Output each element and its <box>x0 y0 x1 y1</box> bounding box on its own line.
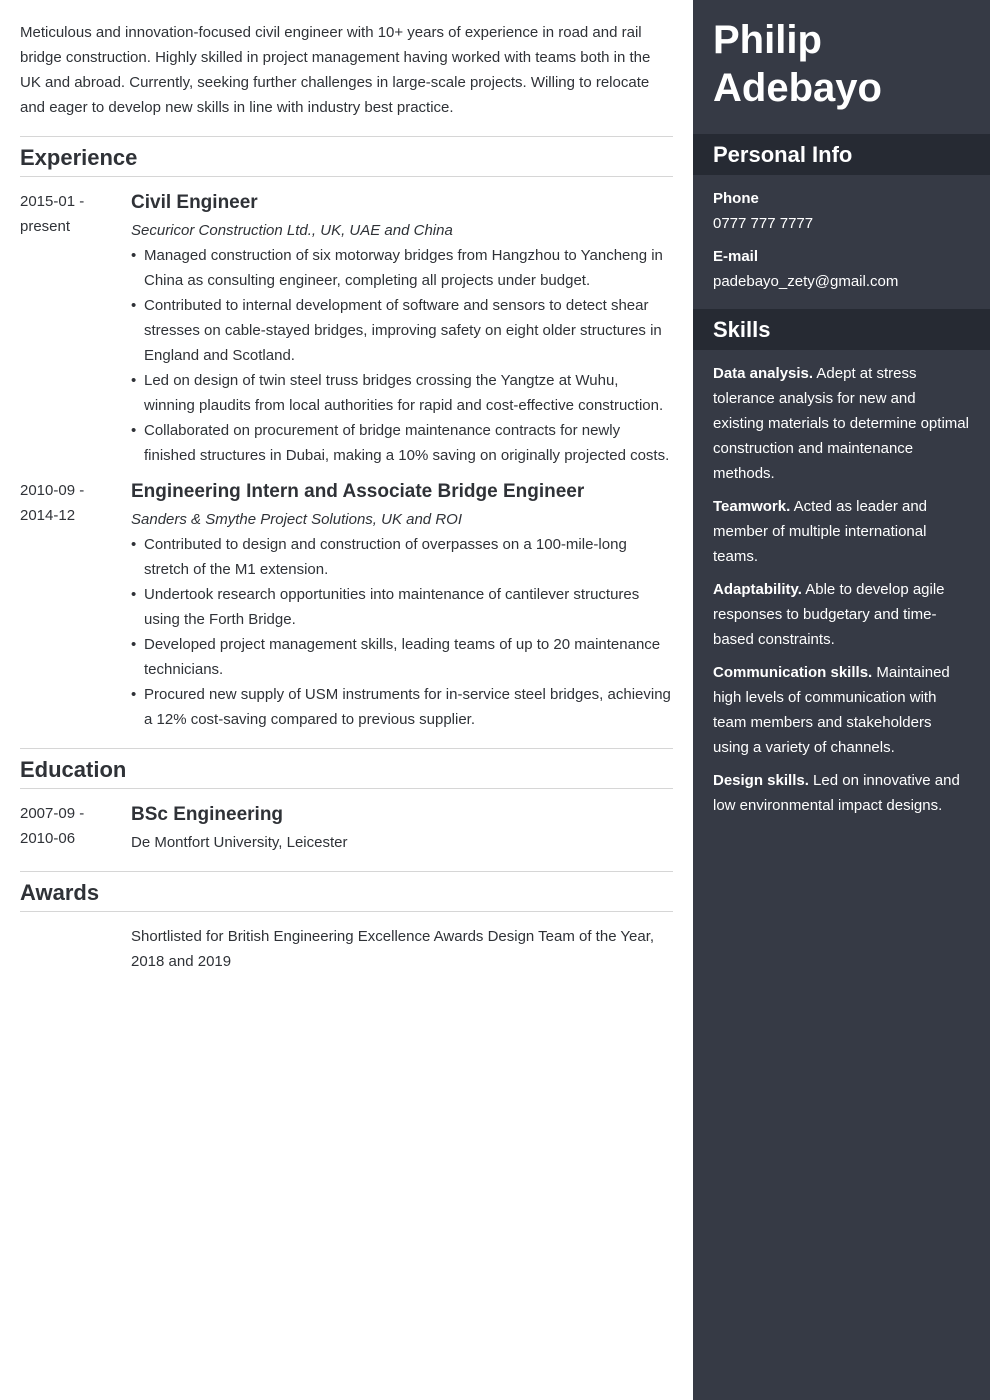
degree-title: BSc Engineering <box>131 804 284 825</box>
job-bullets <box>131 532 673 732</box>
job-title: Engineering Intern and Associate Bridge Engineer <box>131 481 585 502</box>
date-end: present <box>20 218 71 235</box>
skill-item <box>713 768 970 818</box>
education-heading: Education <box>20 748 673 789</box>
education-date <box>20 801 131 855</box>
summary: Meticulous and innovation-focused civil engineer with 10+ years of experience in road and rail bridge construction. Highly skilled in project management having worked with teams both in the UK and abroad. Currently, seeking further challenges in large-scale projects. Willing to relocate and eager to develop new skills in line with industry best practice. <box>20 24 651 116</box>
bullet-item: • Contributed to design and construction of overpasses on a 100-mile-long stretch of the M1 extension. <box>131 532 673 582</box>
award-body <box>131 924 673 974</box>
date-end: 2014-12 <box>20 507 76 524</box>
phone-value: 0777 777 7777 <box>713 215 814 232</box>
skill-item <box>713 577 970 652</box>
personal-info-heading: Personal Info <box>693 134 990 175</box>
bullet-item: • Led on design of twin steel truss bridges crossing the Yangtze at Wuhu, winning plaudits from local authorities for rapid and cost-effective construction. <box>131 368 673 418</box>
award-entry <box>20 924 673 974</box>
skill-text: Adept at stress tolerance analysis for new and existing materials to determine optimal construction and maintenance methods. <box>713 365 969 482</box>
experience-body <box>131 189 673 468</box>
date-start: 2010-09 - <box>20 482 85 499</box>
skill-name: Adaptability. <box>713 581 802 598</box>
phone-label: Phone <box>713 190 759 207</box>
skills-list <box>693 350 990 841</box>
skill-name: Teamwork. <box>713 498 791 515</box>
candidate-name <box>693 0 990 134</box>
first-name: Philip <box>713 18 822 62</box>
experience-date <box>20 478 131 732</box>
award-text: Shortlisted for British Engineering Excellence Awards Design Team of the Year, 2018 and 2019 <box>131 928 655 970</box>
personal-info <box>693 175 990 309</box>
experience-heading: Experience <box>20 136 673 177</box>
experience-body <box>131 478 673 732</box>
job-company: Securicor Construction Ltd., UK, UAE and China <box>131 222 453 239</box>
skill-text: Able to develop agile responses to budgetary and time-based constraints. <box>713 581 945 648</box>
email-value: padebayo_zety@gmail.com <box>713 273 899 290</box>
skill-text: Maintained high levels of communication with team members and stakeholders using a variety of channels. <box>713 664 950 756</box>
skill-item <box>713 361 970 486</box>
experience-date <box>20 189 131 468</box>
date-start: 2015-01 - <box>20 193 85 210</box>
bullet-item: • Managed construction of six motorway bridges from Hangzhou to Yancheng in China as consulting engineer, completing all projects under budget. <box>131 243 673 293</box>
skill-text: Acted as leader and member of multiple international teams. <box>713 498 928 565</box>
bullet-item: • Developed project management skills, leading teams of up to 20 maintenance technicians. <box>131 632 673 682</box>
date-end: 2010-06 <box>20 830 76 847</box>
school-name: De Montfort University, Leicester <box>131 834 348 851</box>
job-bullets <box>131 243 673 468</box>
skill-item <box>713 494 970 569</box>
education-body <box>131 801 673 855</box>
bullet-item: • Undertook research opportunities into maintenance of cantilever structures using the Forth Bridge. <box>131 582 673 632</box>
skill-item <box>713 660 970 760</box>
awards-heading: Awards <box>20 871 673 912</box>
email-label: E-mail <box>713 248 759 265</box>
experience-entry <box>20 189 673 468</box>
sidebar <box>693 0 990 1400</box>
date-start: 2007-09 - <box>20 805 85 822</box>
skill-name: Design skills. <box>713 772 809 789</box>
award-date <box>20 924 131 974</box>
bullet-item: • Procured new supply of USM instruments for in-service steel bridges, achieving a 12% cost-saving compared to previous supplier. <box>131 682 673 732</box>
job-title: Civil Engineer <box>131 192 258 213</box>
education-entry <box>20 801 673 855</box>
bullet-item: • Contributed to internal development of software and sensors to detect shear stresses on cable-stayed bridges, improving safety on eight older structures in England and Scotland. <box>131 293 673 368</box>
skill-name: Communication skills. <box>713 664 873 681</box>
job-company: Sanders & Smythe Project Solutions, UK and ROI <box>131 511 462 528</box>
skill-name: Data analysis. <box>713 365 814 382</box>
last-name: Adebayo <box>713 66 882 110</box>
skill-text: Led on innovative and low environmental impact designs. <box>713 772 960 814</box>
skills-heading: Skills <box>693 309 990 350</box>
bullet-item: • Collaborated on procurement of bridge maintenance contracts for newly finished structures in Dubai, making a 10% saving on originally projected costs. <box>131 418 673 468</box>
experience-entry <box>20 478 673 732</box>
